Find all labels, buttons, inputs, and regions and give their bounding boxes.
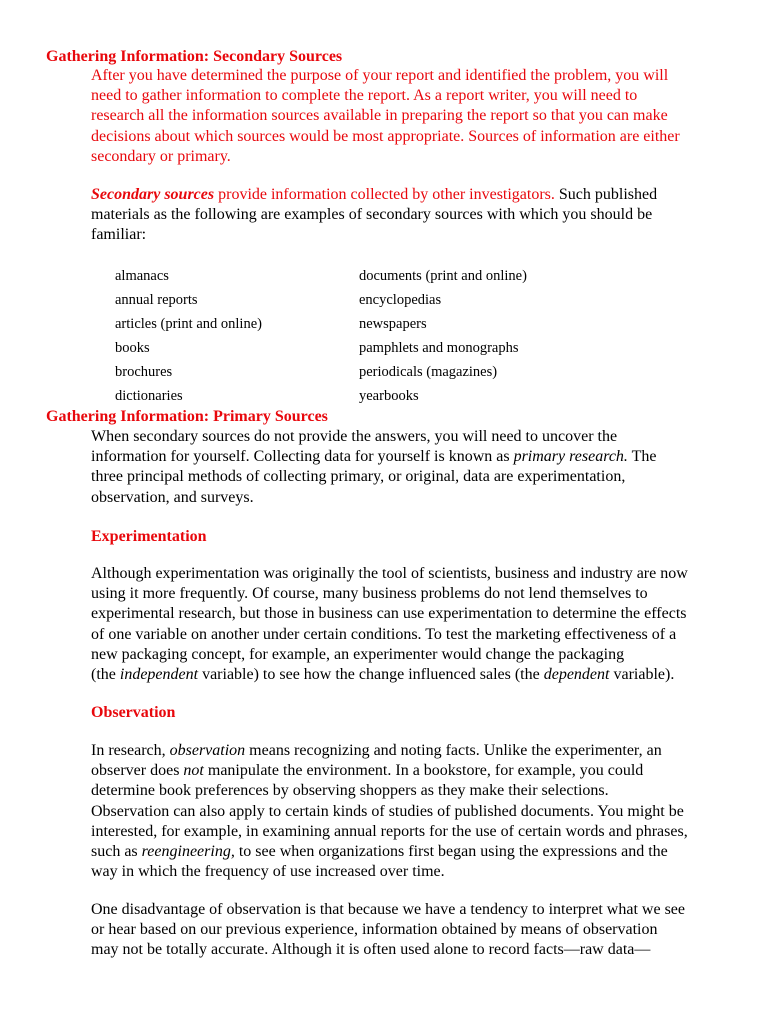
observation-line (91, 761, 731, 781)
primary-text: The (627, 448, 657, 466)
observation-text: manipulate the environment. In a bookstore, for example, you could (203, 762, 644, 780)
independent-term: independent (119, 666, 199, 684)
observation-line: interested, for example, in examining annual reports for the use of certain words and phrases, (91, 822, 688, 840)
list-item: newspapers (359, 315, 427, 332)
experimentation-line: using it more frequently. Of course, many business problems do not lend themselves to (91, 585, 648, 603)
observation-line: may not be totally accurate. Although it is often used alone to record facts—raw data— (91, 941, 651, 959)
definition-text-red: provide information collected by other investigators. (214, 186, 555, 203)
primary-line: three principal methods of collecting primary, or original, data are experimentation, (91, 468, 626, 486)
list-item: periodicals (magazines) (359, 363, 498, 380)
experimentation-heading: Experimentation (91, 528, 207, 545)
observation-line: way in which the frequency of use increased over time. (91, 863, 445, 881)
intro-line: need to gather information to complete the report. As a report writer, you will need to (91, 87, 638, 105)
observation-paragraph-1 (91, 741, 731, 882)
secondary-sources-term: Secondary sources (91, 186, 215, 203)
secondary-sources-heading: Gathering Information: Secondary Sources (46, 48, 343, 65)
sources-list-column-1 (115, 265, 262, 408)
list-item: books (115, 339, 150, 356)
definition-line (91, 185, 731, 205)
observation-text: means recognizing and noting facts. Unlike the experimenter, an (245, 742, 662, 759)
observation-line: determine book preferences by observing shoppers as they make their selections. (91, 782, 609, 800)
primary-sources-heading: Gathering Information: Primary Sources (46, 408, 328, 425)
list-item: dictionaries (115, 387, 183, 404)
primary-paragraph (91, 427, 731, 508)
list-item: articles (print and online) (115, 315, 262, 332)
secondary-intro-paragraph (91, 66, 731, 167)
observation-line (91, 741, 731, 761)
observation-text: In research, (91, 742, 170, 759)
secondary-definition-paragraph (91, 185, 731, 246)
observation-paragraph-2 (91, 900, 731, 961)
experimentation-text: variable). (609, 666, 675, 684)
reengineering-term: reengineering, (141, 843, 235, 861)
experimentation-line: experimental research, but those in business can use experimentation to determine the effects (91, 605, 687, 623)
primary-line (91, 447, 731, 467)
experimentation-text: (the (91, 666, 120, 684)
experimentation-line: of one variable on another under certain conditions. To test the marketing effectiveness of a (91, 625, 677, 643)
observation-text: observer does (91, 762, 184, 780)
list-item: almanacs (115, 268, 169, 284)
definition-line: materials as the following are examples of secondary sources with which you should be (91, 206, 653, 224)
observation-text: to see when organizations first began using the expressions and the (234, 843, 668, 861)
experimentation-text: variable) to see how the change influenced sales (the (198, 666, 544, 684)
intro-line: After you have determined the purpose of your report and identified the problem, you will (91, 67, 669, 84)
dependent-term: dependent (543, 666, 610, 684)
intro-line: decisions about which sources would be most appropriate. Sources of information are either (91, 127, 680, 145)
observation-text: such as (91, 843, 142, 861)
definition-line: familiar: (91, 226, 147, 244)
observation-line: or hear based on our previous experience, information obtained by means of observation (91, 921, 658, 939)
observation-line: One disadvantage of observation is that because we have a tendency to interpret what we see (91, 901, 685, 918)
list-item: annual reports (115, 291, 198, 308)
observation-term: observation (169, 742, 246, 759)
observation-heading: Observation (91, 704, 176, 721)
observation-line (91, 842, 731, 862)
experimentation-line: new packaging concept, for example, an experimenter would change the packaging (91, 645, 625, 663)
experimentation-line (91, 665, 731, 685)
observation-line: Observation can also apply to certain kinds of studies of published documents. You might be (91, 802, 684, 820)
primary-line: observation, and surveys. (91, 488, 254, 506)
sources-list-column-2 (359, 265, 527, 408)
intro-line: research all the information sources available in preparing the report so that you can make (91, 107, 668, 125)
primary-text: information for yourself. Collecting data for yourself is known as (91, 448, 514, 466)
list-item: pamphlets and monographs (359, 339, 519, 356)
list-item: documents (print and online) (359, 268, 527, 284)
list-item: brochures (115, 363, 173, 380)
not-emphasis: not (183, 762, 204, 780)
primary-research-term: primary research. (513, 448, 628, 466)
experimentation-line: Although experimentation was originally the tool of scientists, business and industry are now (91, 565, 688, 582)
list-item: yearbooks (359, 387, 419, 404)
primary-line: When secondary sources do not provide the answers, you will need to uncover the (91, 428, 618, 445)
intro-line: secondary or primary. (91, 147, 231, 165)
definition-text: Such published (554, 186, 658, 203)
list-item: encyclopedias (359, 291, 442, 308)
experimentation-paragraph (91, 564, 731, 685)
